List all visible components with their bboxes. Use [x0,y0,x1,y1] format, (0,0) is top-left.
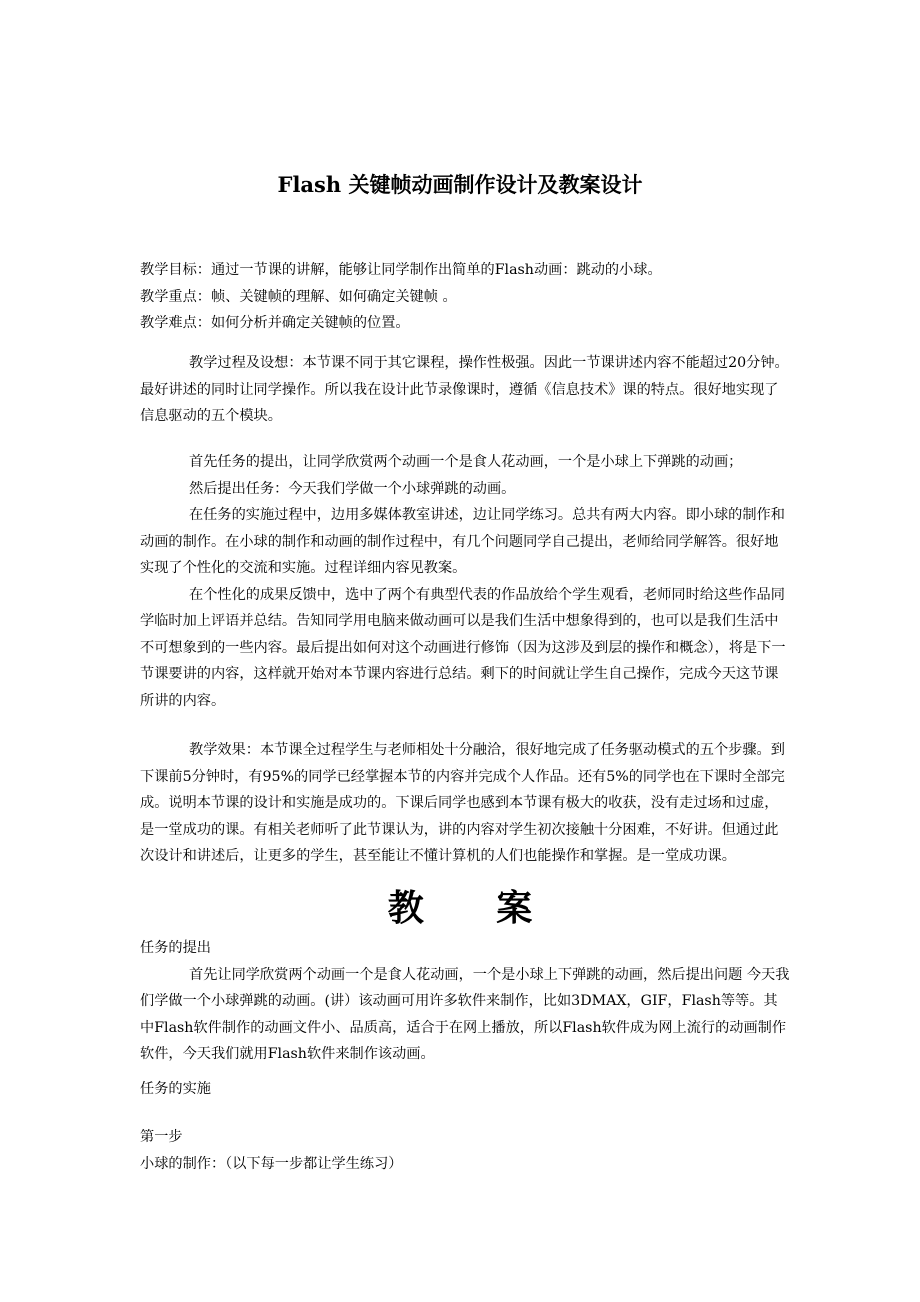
process-section [140,350,790,430]
task-paragraph-3: 在任务的实施过程中，边用多媒体教室讲述，边让同学练习。总共有两大内容。即小球的制作和动画的制作。在小球的制作和动画的制作过程中，有几个问题同学自己提出，老师给同学解答。很好地实现了个性化的交流和实施。过程详细内容见教案。 [140,507,785,576]
task-paragraph-2: 然后提出任务：今天我们学做一个小球弹跳的动画。 [189,480,516,497]
teaching-key-points: 教学重点：帧、关键帧的理解、如何确定关键帧 。 [140,288,457,305]
lesson-plan-heading: 教 案 [387,887,563,929]
step-one-text: 小球的制作：（以下每一步都让学生练习） [140,1155,403,1172]
step-one-label: 第一步 [140,1129,183,1145]
task-raise-text: 首先让同学欣赏两个动画一个是食人花动画，一个是小球上下弹跳的动画，然后提出问题 今天我们学做一个小球弹跳的动画。(讲）该动画可用许多软件来制作，比如3DMAX，GIF，Flash等等。其中Flash软件制作的动画文件小、品质高，适合于在网上播放，所以Flash软件成为网上流行的动画制作软件，今天我们就用Flash软件来制作该动画。 [140,966,790,1062]
task-paragraph-1: 首先任务的提出，让同学欣赏两个动画一个是食人花动画，一个是小球上下弹跳的动画； [189,454,743,470]
step-one-section [140,1124,790,1177]
task-raise-label: 任务的提出 [140,940,211,956]
document-title: Flash 关键帧动画制作设计及教案设计 [277,172,643,197]
tasks-section [140,449,790,714]
teaching-objective: 教学目标：通过一节课的讲解，能够让同学制作出简单的Flash动画：跳动的小球。 [140,262,662,278]
task-impl-section [140,1076,790,1103]
teaching-difficulty: 教学难点：如何分析并确定关键帧的位置。 [140,315,410,331]
task-impl-label: 任务的实施 [140,1081,211,1097]
process-paragraph: 教学过程及设想：本节课不同于其它课程，操作性极强。因此一节课讲述内容不能超过20分钟。最好讲述的同时让同学操作。所以我在设计此节录像课时，遵循《信息技术》课的特点。很好地实现了信息驱动的五个模块。 [140,355,789,424]
effect-paragraph: 教学效果：本节课全过程学生与老师相处十分融洽，很好地完成了任务驱动模式的五个步骤。到下课前5分钟时，有95%的同学已经掌握本节的内容并完成个人作品。还有5%的同学也在下课时全部完成。说明本节课的设计和实施是成功的。下课后同学也感到本节课有极大的收获，没有走过场和过虚，是一堂成功的课。有相关老师听了此节课认为，讲的内容对学生初次接触十分困难，不好讲。但通过此次设计和讲述后，让更多的学生，甚至能让不懂计算机的人们也能操作和掌握。是一堂成功课。 [140,742,785,864]
effect-section [140,737,790,870]
goals-section [140,257,790,337]
lesson-plan-section [140,935,790,1068]
task-paragraph-4: 在个性化的成果反馈中，选中了两个有典型代表的作品放给个学生观看，老师同时给这些作品同学临时加上评语并总结。告知同学用电脑来做动画可以是我们生活中想象得到的，也可以是我们生活中不可想象到的一些内容。最后提出如何对这个动画进行修饰（因为这涉及到层的操作和概念），将是下一节课要讲的内容，这样就开始对本节课内容进行总结。剩下的时间就让学生自己操作，完成今天这节课所讲的内容。 [140,586,786,709]
